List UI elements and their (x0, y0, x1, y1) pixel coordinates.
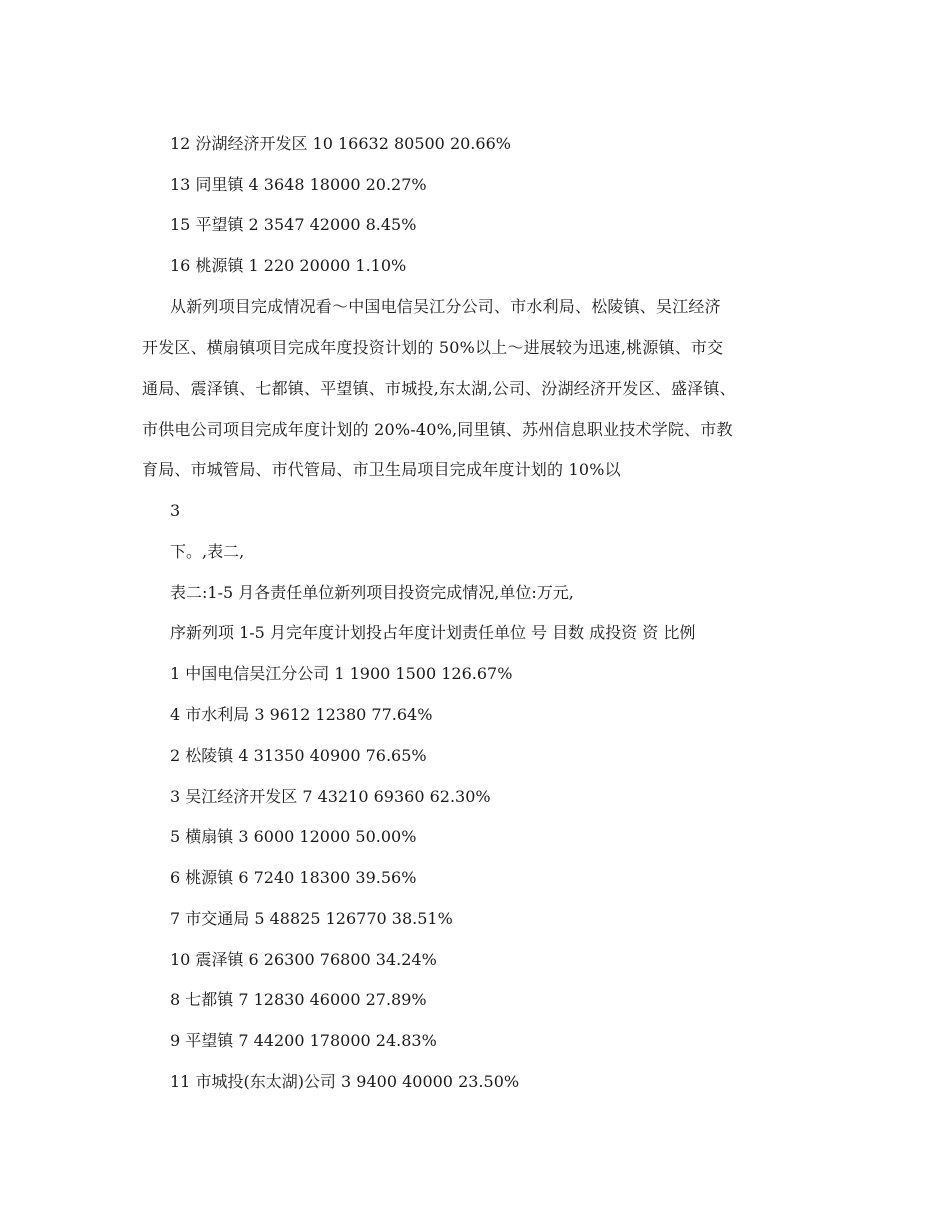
paragraph-line: 通局、震泽镇、七都镇、平望镇、市城投,东太湖,公司、汾湖经济开发区、盛泽镇、 (142, 379, 736, 398)
table2-row: 2 松陵镇 4 31350 40900 76.65% (170, 746, 427, 765)
table2-row: 11 市城投(东太湖)公司 3 9400 40000 23.50% (170, 1072, 520, 1091)
table2-row: 7 市交通局 5 48825 126770 38.51% (170, 909, 453, 928)
table2-row: 6 桃源镇 6 7240 18300 39.56% (170, 868, 417, 887)
continuation-text: 下。,表二, (170, 542, 245, 561)
table1-row: 16 桃源镇 1 220 20000 1.10% (170, 256, 407, 275)
page-number: 3 (170, 501, 181, 520)
table1-row: 13 同里镇 4 3648 18000 20.27% (170, 175, 427, 194)
paragraph-line: 市供电公司项目完成年度计划的 20%-40%,同里镇、苏州信息职业技术学院、市教 (142, 420, 733, 439)
table2-row: 4 市水利局 3 9612 12380 77.64% (170, 705, 433, 724)
table2-row: 3 吴江经济开发区 7 43210 69360 62.30% (170, 787, 491, 806)
paragraph-line: 开发区、横扇镇项目完成年度投资计划的 50%以上～进展较为迅速,桃源镇、市交 (142, 338, 724, 357)
table2-header: 序新列项 1-5 月完年度计划投占年度计划责任单位 号 目数 成投资 资 比例 (170, 623, 696, 642)
table1-row: 15 平望镇 2 3547 42000 8.45% (170, 215, 417, 234)
paragraph-line: 从新列项目完成情况看～中国电信吴江分公司、市水利局、松陵镇、吴江经济 (170, 297, 721, 316)
table2-row: 5 横扇镇 3 6000 12000 50.00% (170, 827, 417, 846)
table2-row: 9 平望镇 7 44200 178000 24.83% (170, 1031, 437, 1050)
table2-title: 表二:1-5 月各责任单位新列项目投资完成情况,单位:万元, (170, 583, 574, 602)
table2-row: 1 中国电信吴江分公司 1 1900 1500 126.67% (170, 664, 513, 683)
table2-row: 10 震泽镇 6 26300 76800 34.24% (170, 950, 437, 969)
paragraph-line: 育局、市城管局、市代管局、市卫生局项目完成年度计划的 10%以 (142, 460, 621, 479)
table1-row: 12 汾湖经济开发区 10 16632 80500 20.66% (170, 134, 511, 153)
table2-row: 8 七都镇 7 12830 46000 27.89% (170, 990, 427, 1009)
